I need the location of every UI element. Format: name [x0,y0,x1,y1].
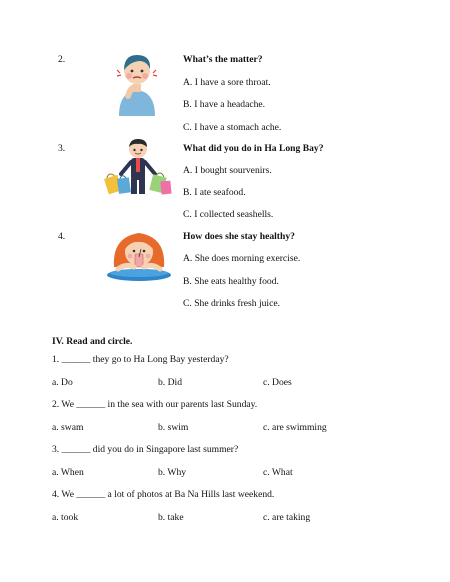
exercise-sentence: 4. We ______ a lot of photos at Ba Na Hills last weekend. [52,489,275,500]
choice-c[interactable]: c. Does [263,377,292,388]
answer-option[interactable]: B. I have a headache. [183,99,266,110]
exercise-sentence: 3. ______ did you do in Singapore last summer? [52,444,239,455]
answer-option[interactable]: B. She eats healthy food. [183,276,279,287]
choice-b[interactable]: b. take [158,512,184,523]
choice-b[interactable]: b. Why [158,467,187,478]
choice-a[interactable]: a. When [52,467,84,478]
question-number: 3. [58,143,66,154]
question-prompt: What’s the matter? [183,54,263,65]
answer-option[interactable]: A. I bought sourvenirs. [183,165,272,176]
exercise-sentence: 2. We ______ in the sea with our parents last Sunday. [52,399,258,410]
sick-boy-sore-throat-picture [113,50,161,116]
boy-with-shopping-bags-picture [103,138,173,198]
girl-drinking-juice-picture [106,227,172,283]
choice-a[interactable]: a. Do [52,377,73,388]
answer-option[interactable]: A. She does morning exercise. [183,253,301,264]
choice-a[interactable]: a. swam [52,422,84,433]
question-prompt: What did you do in Ha Long Bay? [183,143,324,154]
answer-option[interactable]: A. I have a sore throat. [183,77,271,88]
choice-c[interactable]: c. are swimming [263,422,327,433]
choice-b[interactable]: b. swim [158,422,189,433]
choice-b[interactable]: b. Did [158,377,182,388]
section-title: IV. Read and circle. [52,336,133,347]
answer-option[interactable]: C. I collected seashells. [183,209,274,220]
choice-a[interactable]: a. took [52,512,79,523]
question-number: 2. [58,54,66,65]
exercise-sentence: 1. ______ they go to Ha Long Bay yesterday? [52,354,229,365]
answer-option[interactable]: C. She drinks fresh juice. [183,298,280,309]
answer-option[interactable]: B. I ate seafood. [183,187,246,198]
choice-c[interactable]: c. are taking [263,512,311,523]
choice-c[interactable]: c. What [263,467,293,478]
answer-option[interactable]: C. I have a stomach ache. [183,122,282,133]
question-number: 4. [58,231,66,242]
question-prompt: How does she stay healthy? [183,231,295,242]
